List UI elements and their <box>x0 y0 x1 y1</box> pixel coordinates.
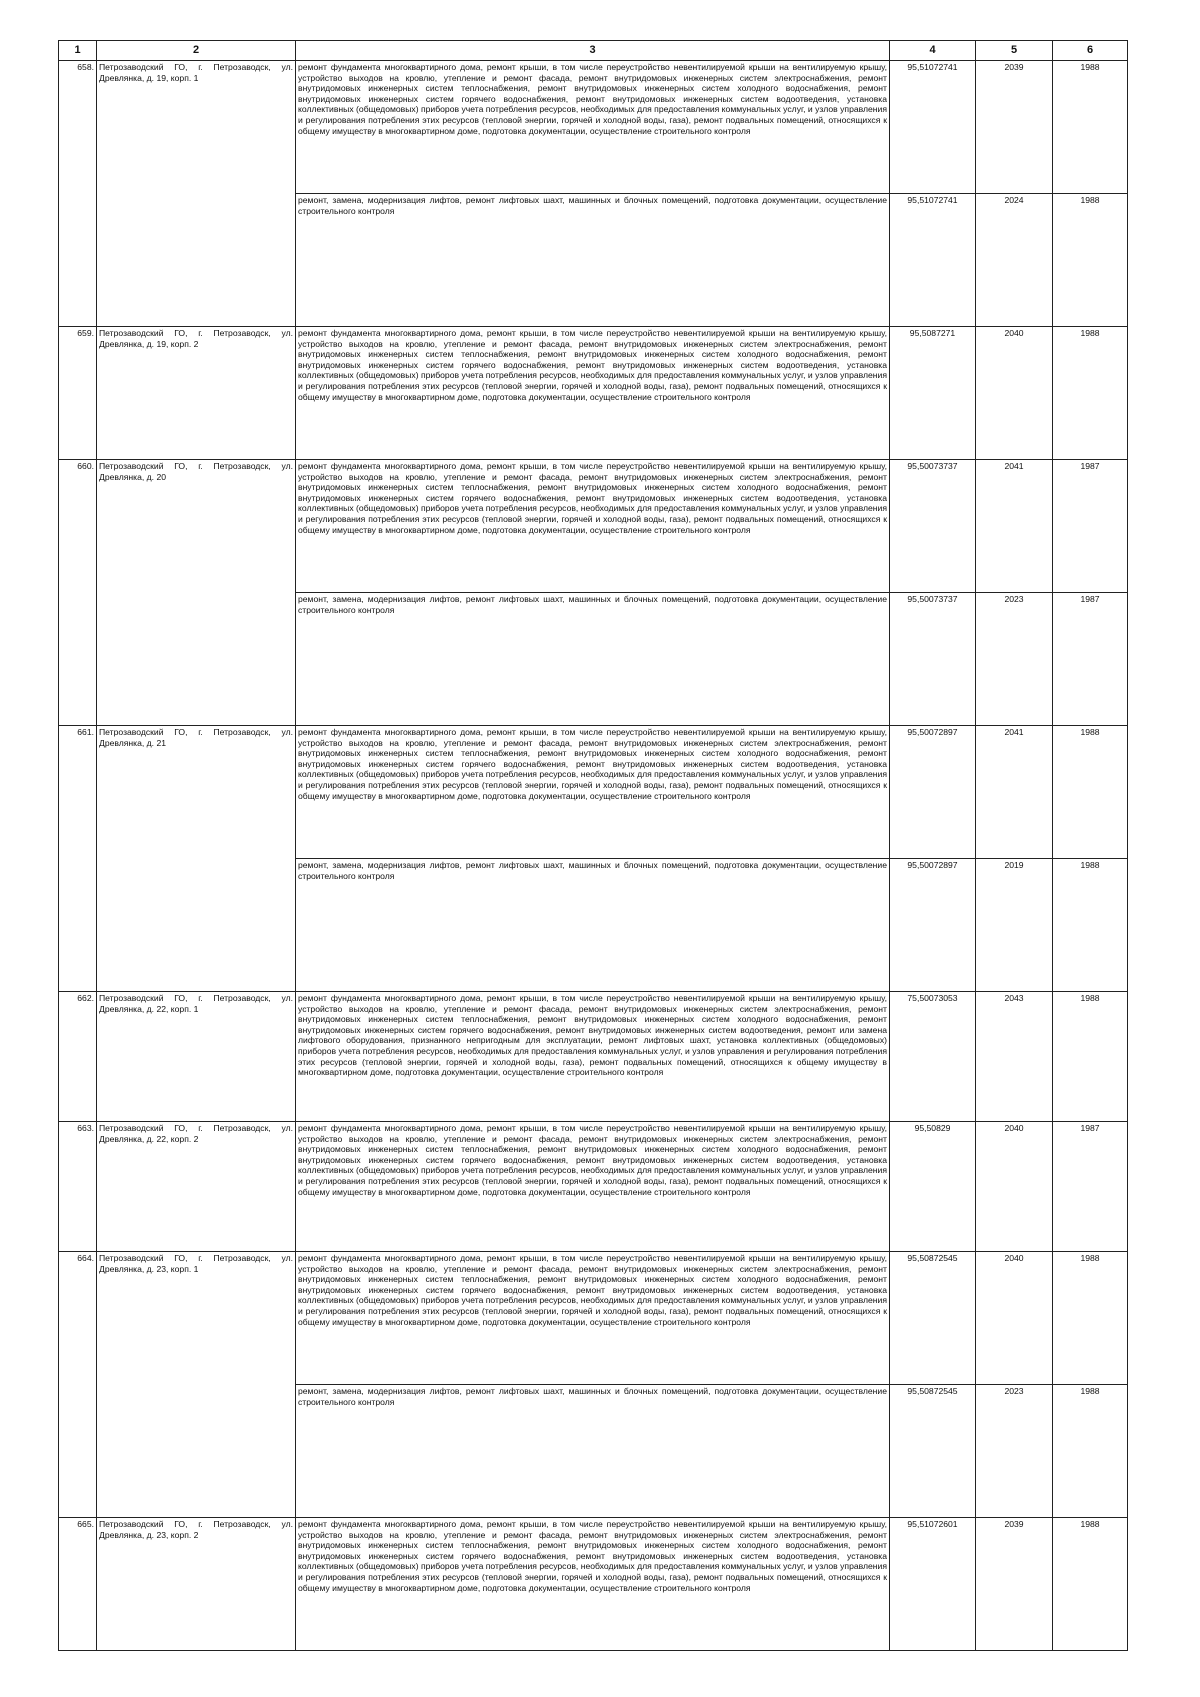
cost-cell: 95,50872545 <box>890 1385 976 1518</box>
capital-repair-table <box>58 40 1128 1651</box>
address-cell: Петрозаводский ГО, г. Петрозаводск, ул. Древлянка, д. 23, корп. 2 <box>97 1518 296 1651</box>
works-cell: ремонт фундамента многоквартирного дома, ремонт крыши, в том числе переустройство невентилируемой крыши на вентилируемую крышу, устройство выходов на кровлю, утепление и ремонт фасада, ремонт внутридомовых инженерных систем электроснабжения, ремонт внутридомовых инженерных систем теплоснабжения, ремонт внутридомовых инженерных систем холодного водоснабжения, ремонт внутридомовых инженерных систем горячего водоснабжения, ремонт внутридомовых инженерных систем водоотведения, установка коллективных (общедомовых) приборов учета потребления ресурсов, необходимых для предоставления коммунальных услуг, и узлов управления и регулирования потребления этих ресурсов (тепловой энергии, горячей и холодной воды, газа), ремонт подвальных помещений, относящихся к общему имуществу в многоквартирном доме, подготовка документации, осуществление строительного контроля <box>296 1252 890 1385</box>
year-cell: 2019 <box>976 859 1053 992</box>
table-row <box>59 327 1128 460</box>
built-year-cell: 1988 <box>1053 992 1128 1122</box>
year-cell: 2040 <box>976 1252 1053 1385</box>
table-row <box>59 460 1128 593</box>
row-number: 660. <box>59 460 97 726</box>
col-header-5: 5 <box>976 41 1053 61</box>
col-header-6: 6 <box>1053 41 1128 61</box>
col-header-4: 4 <box>890 41 976 61</box>
address-cell: Петрозаводский ГО, г. Петрозаводск, ул. Древлянка, д. 22, корп. 1 <box>97 992 296 1122</box>
built-year-cell: 1988 <box>1053 1518 1128 1651</box>
table-row <box>59 1122 1128 1252</box>
table-row <box>59 992 1128 1122</box>
built-year-cell: 1987 <box>1053 1122 1128 1252</box>
year-cell: 2039 <box>976 61 1053 194</box>
header-row <box>59 41 1128 61</box>
row-number: 663. <box>59 1122 97 1252</box>
cost-cell: 75,50073053 <box>890 992 976 1122</box>
year-cell: 2023 <box>976 1385 1053 1518</box>
cost-cell: 95,50829 <box>890 1122 976 1252</box>
works-cell: ремонт, замена, модернизация лифтов, ремонт лифтовых шахт, машинных и блочных помещений, подготовка документации, осуществление строительного контроля <box>296 1385 890 1518</box>
year-cell: 2043 <box>976 992 1053 1122</box>
works-cell: ремонт фундамента многоквартирного дома, ремонт крыши, в том числе переустройство невентилируемой крыши на вентилируемую крышу, устройство выходов на кровлю, утепление и ремонт фасада, ремонт внутридомовых инженерных систем электроснабжения, ремонт внутридомовых инженерных систем теплоснабжения, ремонт внутридомовых инженерных систем холодного водоснабжения, ремонт внутридомовых инженерных систем горячего водоснабжения, ремонт внутридомовых инженерных систем водоотведения, ремонт или замена лифтового оборудования, признанного непригодным для эксплуатации, ремонт лифтовых шахт, установка коллективных (общедомовых) приборов учета потребления ресурсов, необходимых для предоставления коммунальных услуг, и узлов управления и регулирования потребления этих ресурсов (тепловой энергии, горячей и холодной воды, газа), ремонт подвальных помещений, относящихся к общему имуществу в многоквартирном доме, подготовка документации, осуществление строительного контроля <box>296 992 890 1122</box>
address-cell: Петрозаводский ГО, г. Петрозаводск, ул. Древлянка, д. 23, корп. 1 <box>97 1252 296 1518</box>
address-cell: Петрозаводский ГО, г. Петрозаводск, ул. Древлянка, д. 20 <box>97 460 296 726</box>
address-cell: Петрозаводский ГО, г. Петрозаводск, ул. Древлянка, д. 19, корп. 2 <box>97 327 296 460</box>
cost-cell: 95,51072601 <box>890 1518 976 1651</box>
built-year-cell: 1988 <box>1053 61 1128 194</box>
built-year-cell: 1988 <box>1053 859 1128 992</box>
cost-cell: 95,51072741 <box>890 61 976 194</box>
year-cell: 2040 <box>976 327 1053 460</box>
row-number: 658. <box>59 61 97 327</box>
year-cell: 2039 <box>976 1518 1053 1651</box>
cost-cell: 95,50072897 <box>890 726 976 859</box>
row-number: 661. <box>59 726 97 992</box>
row-number: 664. <box>59 1252 97 1518</box>
year-cell: 2024 <box>976 194 1053 327</box>
cost-cell: 95,50072897 <box>890 859 976 992</box>
cost-cell: 95,51072741 <box>890 194 976 327</box>
built-year-cell: 1988 <box>1053 1385 1128 1518</box>
row-number: 665. <box>59 1518 97 1651</box>
table-row <box>59 61 1128 194</box>
address-cell: Петрозаводский ГО, г. Петрозаводск, ул. Древлянка, д. 21 <box>97 726 296 992</box>
works-cell: ремонт фундамента многоквартирного дома, ремонт крыши, в том числе переустройство невентилируемой крыши на вентилируемую крышу, устройство выходов на кровлю, утепление и ремонт фасада, ремонт внутридомовых инженерных систем электроснабжения, ремонт внутридомовых инженерных систем теплоснабжения, ремонт внутридомовых инженерных систем холодного водоснабжения, ремонт внутридомовых инженерных систем горячего водоснабжения, ремонт внутридомовых инженерных систем водоотведения, установка коллективных (общедомовых) приборов учета потребления ресурсов, необходимых для предоставления коммунальных услуг, и узлов управления и регулирования потребления этих ресурсов (тепловой энергии, горячей и холодной воды, газа), ремонт подвальных помещений, относящихся к общему имуществу в многоквартирном доме, подготовка документации, осуществление строительного контроля <box>296 61 890 194</box>
year-cell: 2040 <box>976 1122 1053 1252</box>
row-number: 659. <box>59 327 97 460</box>
works-cell: ремонт фундамента многоквартирного дома, ремонт крыши, в том числе переустройство невентилируемой крыши на вентилируемую крышу, устройство выходов на кровлю, утепление и ремонт фасада, ремонт внутридомовых инженерных систем электроснабжения, ремонт внутридомовых инженерных систем теплоснабжения, ремонт внутридомовых инженерных систем холодного водоснабжения, ремонт внутридомовых инженерных систем горячего водоснабжения, ремонт внутридомовых инженерных систем водоотведения, установка коллективных (общедомовых) приборов учета потребления ресурсов, необходимых для предоставления коммунальных услуг, и узлов управления и регулирования потребления этих ресурсов (тепловой энергии, горячей и холодной воды, газа), ремонт подвальных помещений, относящихся к общему имуществу в многоквартирном доме, подготовка документации, осуществление строительного контроля <box>296 460 890 593</box>
address-cell: Петрозаводский ГО, г. Петрозаводск, ул. Древлянка, д. 19, корп. 1 <box>97 61 296 327</box>
cost-cell: 95,50073737 <box>890 460 976 593</box>
works-cell: ремонт, замена, модернизация лифтов, ремонт лифтовых шахт, машинных и блочных помещений, подготовка документации, осуществление строительного контроля <box>296 194 890 327</box>
works-cell: ремонт, замена, модернизация лифтов, ремонт лифтовых шахт, машинных и блочных помещений, подготовка документации, осуществление строительного контроля <box>296 593 890 726</box>
built-year-cell: 1988 <box>1053 1252 1128 1385</box>
works-cell: ремонт фундамента многоквартирного дома, ремонт крыши, в том числе переустройство невентилируемой крыши на вентилируемую крышу, устройство выходов на кровлю, утепление и ремонт фасада, ремонт внутридомовых инженерных систем электроснабжения, ремонт внутридомовых инженерных систем теплоснабжения, ремонт внутридомовых инженерных систем холодного водоснабжения, ремонт внутридомовых инженерных систем горячего водоснабжения, ремонт внутридомовых инженерных систем водоотведения, установка коллективных (общедомовых) приборов учета потребления ресурсов, необходимых для предоставления коммунальных услуг, и узлов управления и регулирования потребления этих ресурсов (тепловой энергии, горячей и холодной воды, газа), ремонт подвальных помещений, относящихся к общему имуществу в многоквартирном доме, подготовка документации, осуществление строительного контроля <box>296 1518 890 1651</box>
year-cell: 2041 <box>976 460 1053 593</box>
table-row <box>59 1252 1128 1385</box>
built-year-cell: 1988 <box>1053 726 1128 859</box>
table-row <box>59 726 1128 859</box>
works-cell: ремонт, замена, модернизация лифтов, ремонт лифтовых шахт, машинных и блочных помещений, подготовка документации, осуществление строительного контроля <box>296 859 890 992</box>
works-cell: ремонт фундамента многоквартирного дома, ремонт крыши, в том числе переустройство невентилируемой крыши на вентилируемую крышу, устройство выходов на кровлю, утепление и ремонт фасада, ремонт внутридомовых инженерных систем электроснабжения, ремонт внутридомовых инженерных систем теплоснабжения, ремонт внутридомовых инженерных систем холодного водоснабжения, ремонт внутридомовых инженерных систем горячего водоснабжения, ремонт внутридомовых инженерных систем водоотведения, установка коллективных (общедомовых) приборов учета потребления ресурсов, необходимых для предоставления коммунальных услуг, и узлов управления и регулирования потребления этих ресурсов (тепловой энергии, горячей и холодной воды, газа), ремонт подвальных помещений, относящихся к общему имуществу в многоквартирном доме, подготовка документации, осуществление строительного контроля <box>296 726 890 859</box>
year-cell: 2023 <box>976 593 1053 726</box>
cost-cell: 95,50872545 <box>890 1252 976 1385</box>
cost-cell: 95,5087271 <box>890 327 976 460</box>
col-header-1: 1 <box>59 41 97 61</box>
year-cell: 2041 <box>976 726 1053 859</box>
built-year-cell: 1987 <box>1053 593 1128 726</box>
built-year-cell: 1987 <box>1053 460 1128 593</box>
table-row <box>59 1518 1128 1651</box>
works-cell: ремонт фундамента многоквартирного дома, ремонт крыши, в том числе переустройство невентилируемой крыши на вентилируемую крышу, устройство выходов на кровлю, утепление и ремонт фасада, ремонт внутридомовых инженерных систем электроснабжения, ремонт внутридомовых инженерных систем теплоснабжения, ремонт внутридомовых инженерных систем холодного водоснабжения, ремонт внутридомовых инженерных систем горячего водоснабжения, ремонт внутридомовых инженерных систем водоотведения, установка коллективных (общедомовых) приборов учета потребления ресурсов, необходимых для предоставления коммунальных услуг, и узлов управления и регулирования потребления этих ресурсов (тепловой энергии, горячей и холодной воды, газа), ремонт подвальных помещений, относящихся к общему имуществу в многоквартирном доме, подготовка документации, осуществление строительного контроля <box>296 1122 890 1252</box>
address-cell: Петрозаводский ГО, г. Петрозаводск, ул. Древлянка, д. 22, корп. 2 <box>97 1122 296 1252</box>
col-header-3: 3 <box>296 41 890 61</box>
col-header-2: 2 <box>97 41 296 61</box>
cost-cell: 95,50073737 <box>890 593 976 726</box>
built-year-cell: 1988 <box>1053 327 1128 460</box>
row-number: 662. <box>59 992 97 1122</box>
works-cell: ремонт фундамента многоквартирного дома, ремонт крыши, в том числе переустройство невентилируемой крыши на вентилируемую крышу, устройство выходов на кровлю, утепление и ремонт фасада, ремонт внутридомовых инженерных систем электроснабжения, ремонт внутридомовых инженерных систем теплоснабжения, ремонт внутридомовых инженерных систем холодного водоснабжения, ремонт внутридомовых инженерных систем горячего водоснабжения, ремонт внутридомовых инженерных систем водоотведения, установка коллективных (общедомовых) приборов учета потребления ресурсов, необходимых для предоставления коммунальных услуг, и узлов управления и регулирования потребления этих ресурсов (тепловой энергии, горячей и холодной воды, газа), ремонт подвальных помещений, относящихся к общему имуществу в многоквартирном доме, подготовка документации, осуществление строительного контроля <box>296 327 890 460</box>
built-year-cell: 1988 <box>1053 194 1128 327</box>
